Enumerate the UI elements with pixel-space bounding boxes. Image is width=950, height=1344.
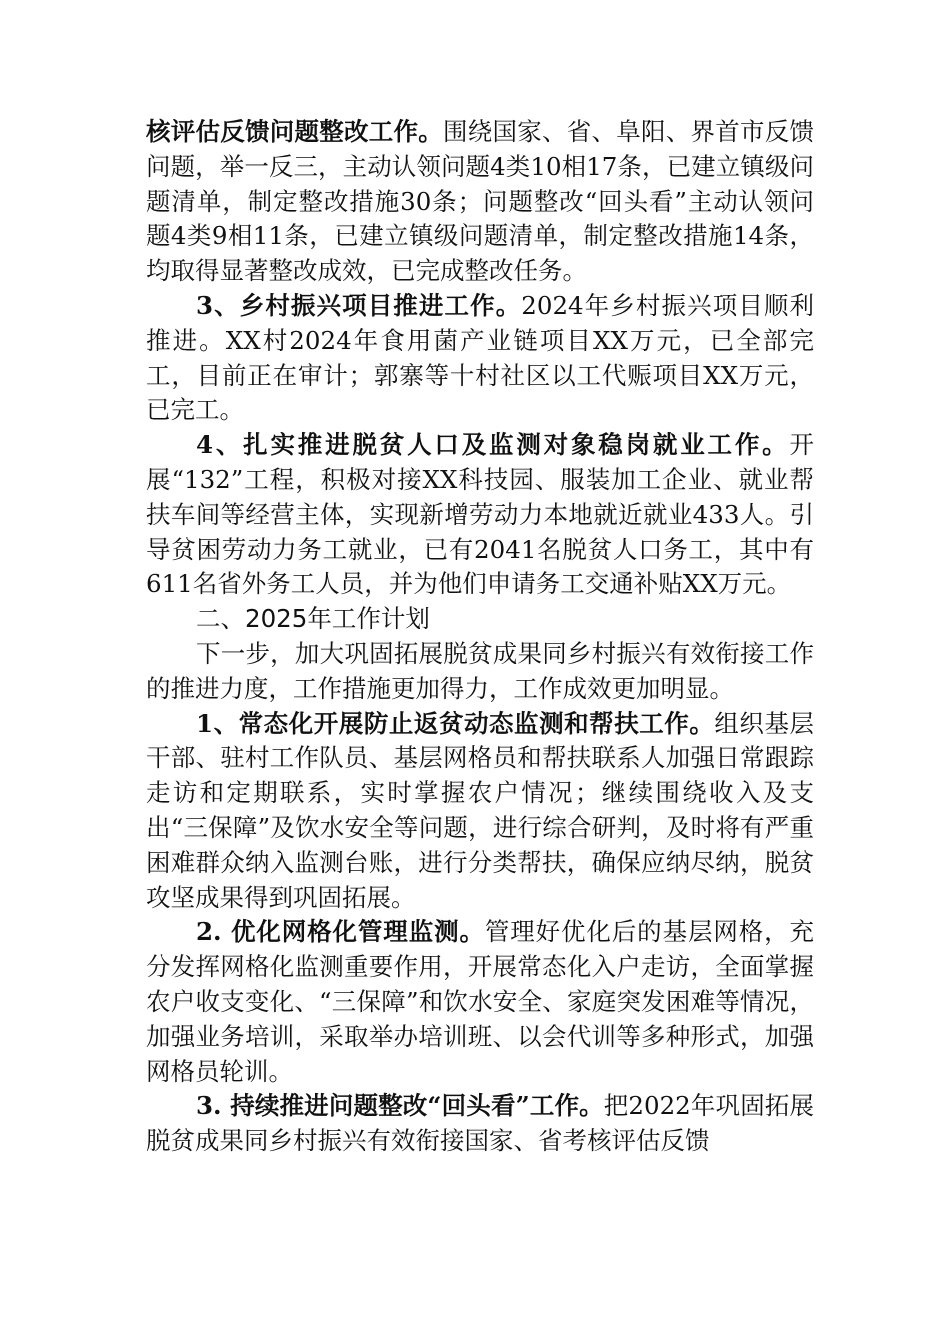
paragraph-body: 开展“132”工程，积极对接XX科技园、服装加工企业、就业帮扶车间等经营主体，实现新增劳动力本地就近就业433人。引导贫困劳动力务工就业，已有2041名脱贫人口务工，其中有611名省外务工人员，并为他们申请务工交通补贴XX万元。 (146, 430, 814, 599)
paragraph-plan-rectification (146, 1089, 814, 1159)
paragraph-plan-monitoring (146, 707, 814, 916)
paragraph-lead: 2. 优化网格化管理监测。 (196, 917, 485, 947)
paragraph-lead: 核评估反馈问题整改工作。 (146, 117, 443, 146)
paragraph-lead: 4、扎实推进脱贫人口及监测对象稳岗就业工作。 (196, 430, 790, 460)
paragraph-rural-projects (146, 289, 814, 428)
paragraph-body: 管理好优化后的基层网格，充分发挥网格化监测重要作用，开展常态化入户走访，全面掌握农户收支变化、“三保障”和饮水安全、家庭突发困难等情况，加强业务培训，采取举办培训班、以会代训等多种形式，加强网格员轮训。 (146, 917, 814, 1086)
paragraph-employment (146, 428, 814, 602)
paragraph-assessment-feedback (146, 115, 814, 289)
paragraph-lead: 1、常态化开展防止返贫动态监测和帮扶工作。 (196, 708, 715, 738)
paragraph-lead: 3、乡村振兴项目推进工作。 (196, 290, 522, 320)
paragraph-body: 组织基层干部、驻村工作队员、基层网格员和帮扶联系人加强日常跟踪走访和定期联系，实时掌握农户情况；继续围绕收入及支出“三保障”及饮水安全等问题，进行综合研判，及时将有严重困难群众纳入监测台账，进行分类帮扶，确保应纳尽纳，脱贫攻坚成果得到巩固拓展。 (146, 708, 815, 912)
paragraph-body: 把2022年巩固拓展脱贫成果同乡村振兴有效衔接国家、省考核评估反馈 (146, 1091, 814, 1156)
document-page (146, 115, 814, 1159)
paragraph-plan-grid (146, 915, 814, 1089)
paragraph-lead: 3. 持续推进问题整改“回头看”工作。 (196, 1091, 604, 1121)
paragraph-body: 2024年乡村振兴项目顺利推进。XX村2024年食用菌产业链项目XX万元，已全部完工，目前正在审计；郭寨等十村社区以工代赈项目XX万元，已完工。 (146, 290, 815, 425)
paragraph-body: 下一步，加大巩固拓展脱贫成果同乡村振兴有效衔接工作的推进力度，工作措施更加得力，工作成效更加明显。 (146, 638, 814, 703)
paragraph-body: 围绕国家、省、阜阳、界首市反馈问题，举一反三，主动认领问题4类10相17条，已建立镇级问题清单，制定整改措施30条；问题整改“回头看”主动认领问题4类9相11条，已建立镇级问题清单，制定整改措施14条，均取得显著整改成效，已完成整改任务。 (146, 117, 814, 286)
paragraph-plan-intro (146, 637, 814, 707)
section-heading: 二、2025年工作计划 (196, 604, 430, 634)
